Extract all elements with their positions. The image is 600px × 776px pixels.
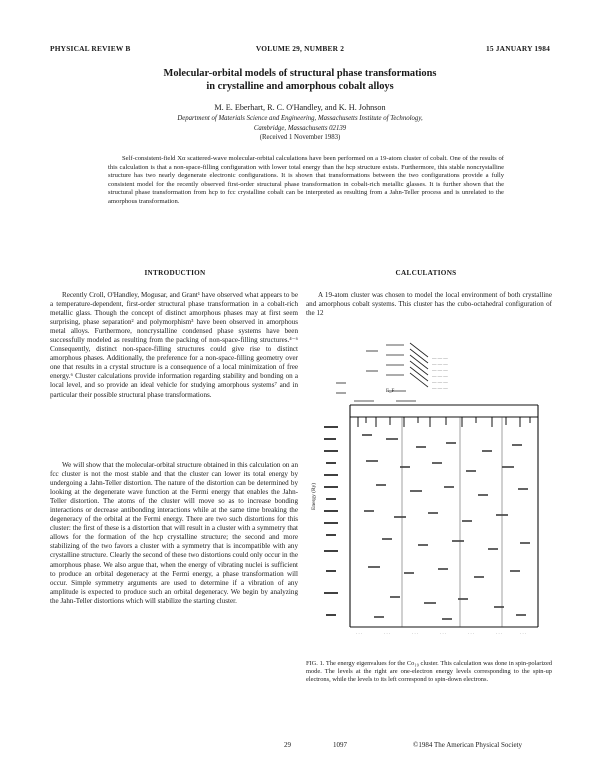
spin-down-levels <box>324 427 338 615</box>
calculations-paragraph-1: A 19-atom cluster was chosen to model the local environment of both crystalline and amorphous cobalt systems. This cluster has the cubo-octahedral configuration of the 12 <box>306 291 552 318</box>
svg-text:— — —: — — — <box>432 373 448 378</box>
journal-name: PHYSICAL REVIEW B <box>50 44 131 53</box>
y-axis-label: Energy (Ry) <box>311 482 317 510</box>
svg-text:· · ·: · · · <box>440 631 446 636</box>
svg-text:— — —: — — — <box>432 379 448 384</box>
introduction-heading: INTRODUCTION <box>144 269 206 277</box>
running-header <box>50 44 550 56</box>
volume-number: VOLUME 29, NUMBER 2 <box>255 44 345 53</box>
title-line-1: Molecular-orbital models of structural phase transformations <box>163 68 437 79</box>
page-footer <box>0 741 600 753</box>
svg-text:— — —: — — — <box>432 367 448 372</box>
authors: M. E. Eberhart, R. C. O'Handley, and K. H. Johnson <box>214 103 386 112</box>
copyright-notice: ©1984 The American Physical Society <box>413 741 523 749</box>
calculations-heading: CALCULATIONS <box>395 269 457 277</box>
fermi-level-label: E_F <box>386 389 395 394</box>
svg-text:· · ·: · · · <box>496 631 502 636</box>
title-block <box>60 67 540 142</box>
figure-legend <box>336 343 428 401</box>
figure-caption: FIG. 1. The energy eigenvalues for the Co₁₉ cluster. This calculation was done in spin-polarized mode. The levels at the right are one-electron energy levels corresponding to the spin-up electrons, while the levels to its left correspond to spin-down electrons. <box>306 660 552 683</box>
svg-text:— — —: — — — <box>432 361 448 366</box>
figure-frame <box>350 405 538 627</box>
affiliation-line-2: Cambridge, Massachusetts 02139 <box>253 125 347 133</box>
svg-text:· · ·: · · · <box>412 631 418 636</box>
energy-level-diagram <box>306 335 552 637</box>
abstract: Self-consistent-field Xα scattered-wave molecular-orbital calculations have been performed on a 19-atom cluster of cobalt. One of the results of this calculation is that a non-space-filling configuration with lower total energy than the hcp structure exists. Furthermore, this stable noncrystalline structure has two nearly degenerate electronic configurations. It is shown that transformations between the two configurations provide a fully consistent model for the recently observed first-order structural phase transformation in cobalt-rich metallic glasses. It is further shown that the structural phase transformation from hcp to fcc crystalline cobalt can be interpreted as resulting from a Jahn-Teller process and is unrelated to the amorphous transformation. <box>108 155 504 205</box>
svg-text:— — —: — — — <box>432 385 448 390</box>
received-date: (Received 1 November 1983) <box>259 133 341 141</box>
bottom-tick-labels <box>356 631 526 636</box>
svg-text:· · ·: · · · <box>468 631 474 636</box>
energy-level-figure <box>306 335 552 637</box>
title-line-2: in crystalline and amorphous cobalt alloys <box>206 81 394 92</box>
introduction-paragraph-2: We will show that the molecular-orbital structure obtained in this calculation on an fcc cluster is not the most stable and that the cluster can lower its total energy by undergoing a Jahn-Teller distortion. The nature of the distortion can be determined by looking at the degenerate wave function at the Fermi energy that enables the Jahn-Teller distortion. The atoms of the cluster will move so as to increase bonding interactions or decrease antibonding interactions while at the same time breaking the degeneracy of the orbital at the Fermi energy. There are two such distortions for this cluster: the first of these is a distortion that will result in a cluster with a symmetry that allows for the formation of the hcp crystalline structure; the second and more stabilizing of the two favors a cluster with a symmetry that is incompatible with any crystalline structure. Clearly the second of these two distortions could only occur in the amorphous phase. We also argue that, when the energy of vibrating nuclei is sufficient to produce an orbital degeneracy at the Fermi energy, a phase transformation will occur. Simple symmetry arguments are used to determine if a vibration of any amplitude is expected to produce such an orbital degeneracy. We begin by analyzing the Jahn-Teller distortions which will stabilize the starting cluster. <box>50 461 298 605</box>
footer-volume: 29 <box>284 741 291 749</box>
column-guides <box>402 417 502 627</box>
introduction-paragraph-1: Recently Croll, O'Handley, Mogusar, and Grant¹ have observed what appears to be a temperature-dependent, first-order structural phase transformation in a cobalt-rich metallic glass. Though the concept of distinct amorphous phases may at first seem surprising, phase separation² and polymorphism³ have been observed in amorphous metal alloys. Furthermore, noncrystalline condensed phase systems have been successfully modeled as resulting from the packing of non-space-filling structures.⁴⁻⁶ Consequently, distinct non-space-filling structures could give rise to distinct amorphous phases. Additionally, the preference for a non-space-filling geometry over one that results in a crystal structure is a consequence of a local minimization of free energy.⁶ Cluster calculations provide information regarding stability and bonding on a local level, and so provide an ideal vehicle for studying amorphous systems⁷ and in particular their possible structural phase transformations. <box>50 291 298 399</box>
article-title <box>60 67 540 93</box>
svg-text:· · ·: · · · <box>356 631 362 636</box>
svg-text:· · ·: · · · <box>384 631 390 636</box>
svg-text:— — —: — — — <box>432 355 448 360</box>
issue-date: 15 JANUARY 1984 <box>485 44 550 53</box>
page-number: 1097 <box>333 741 347 749</box>
svg-text:· · ·: · · · <box>520 631 526 636</box>
legend-tick-labels <box>431 355 448 390</box>
top-level-ticks <box>358 417 530 427</box>
spin-up-levels <box>362 435 530 619</box>
affiliation-line-1: Department of Materials Science and Engineering, Massachusetts Institute of Technology, <box>177 115 423 122</box>
